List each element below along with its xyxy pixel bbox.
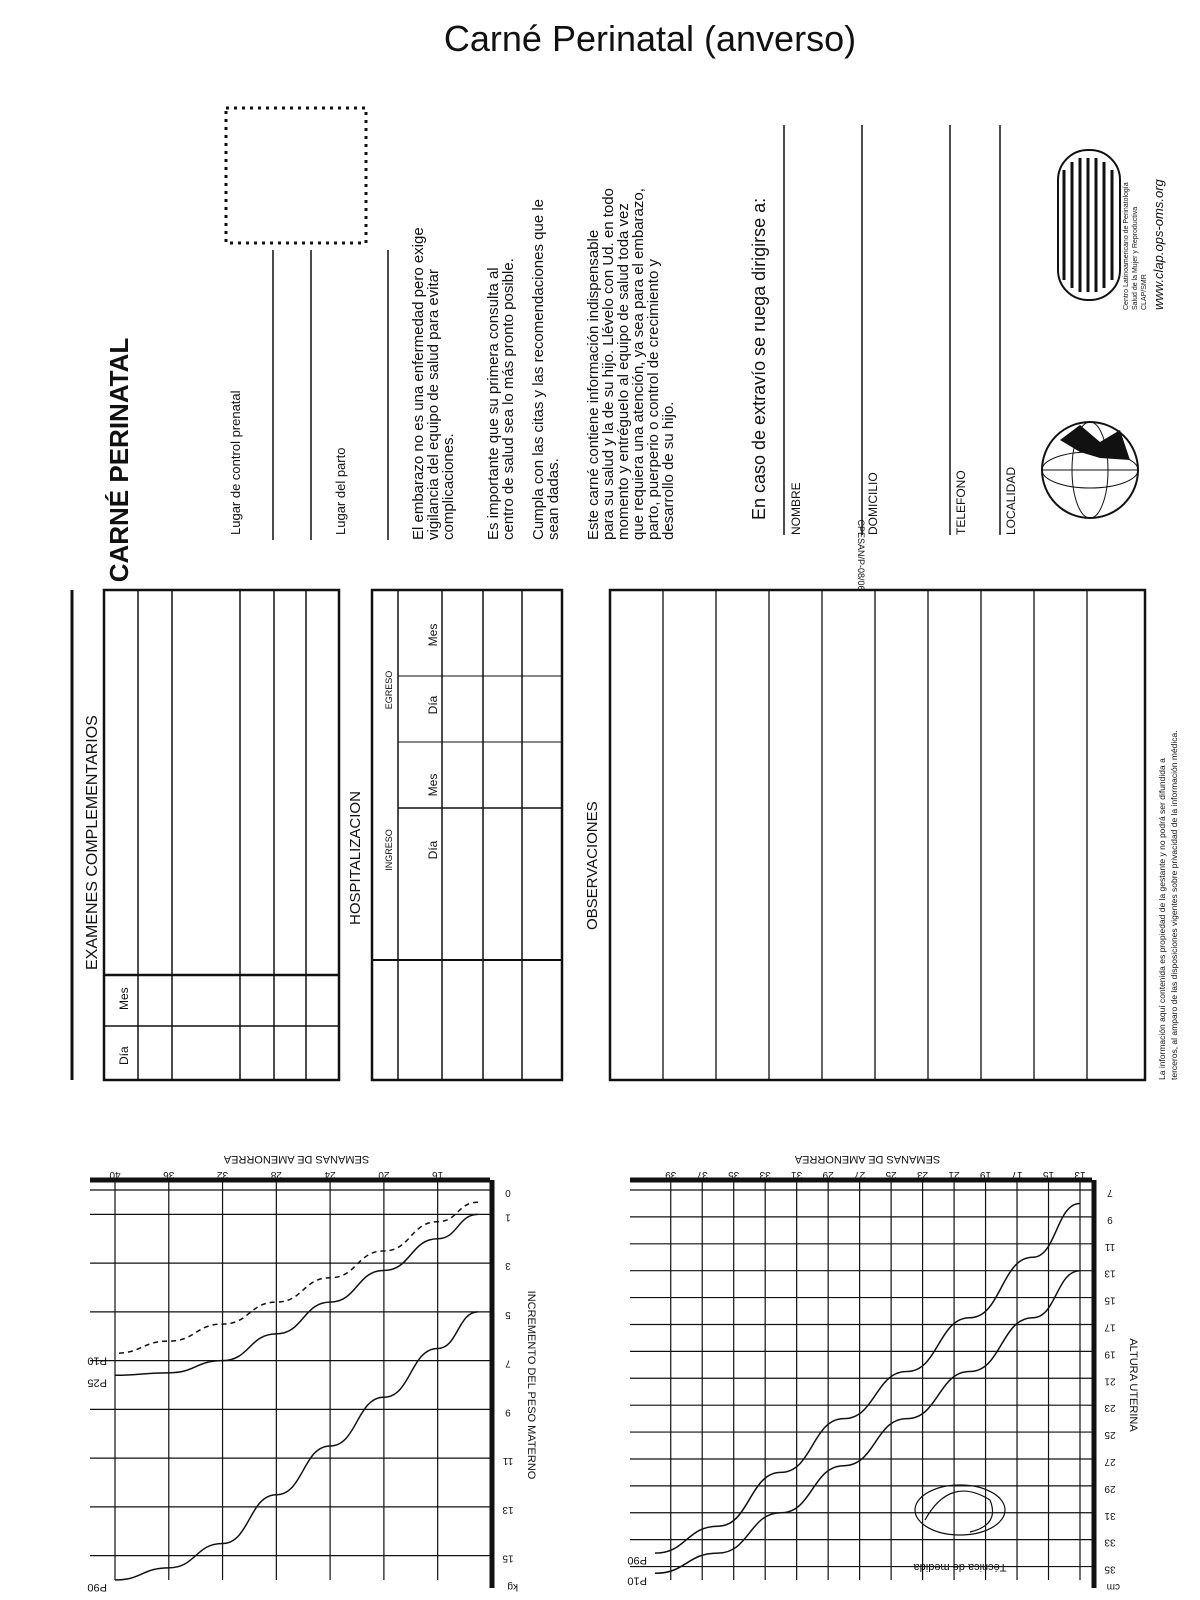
card-title: CARNÉ PERINATAL — [104, 337, 134, 583]
observaciones-table — [610, 590, 1145, 1080]
front-panel — [104, 108, 1166, 591]
svg-text:desarrollo de su hijo.: desarrollo de su hijo. — [660, 401, 677, 540]
y-tick-label: 3 — [505, 1260, 511, 1272]
svg-text:CLAP/SMR: CLAP/SMR — [1141, 274, 1148, 310]
y-unit-label: cm — [1106, 1581, 1120, 1592]
svg-text:terceros, al amparo de las dis: terceros, al amparo de las disposiciones vigentes sobre privacidad de la información médica. — [1169, 730, 1179, 1080]
privacy-disclaimer — [1157, 730, 1179, 1080]
info-paragraph-2 — [485, 258, 517, 540]
field-nombre: NOMBRE — [789, 482, 803, 535]
x-tick-label: 16 — [432, 1169, 444, 1180]
x-tick-label: 35 — [728, 1169, 740, 1180]
tecnica-label: Técnica de medida — [913, 1561, 1007, 1573]
x-tick-label: 40 — [109, 1169, 121, 1180]
ops-globe-logo — [1042, 422, 1138, 518]
series-label: P10 — [87, 1354, 107, 1367]
fetus-illustration — [925, 1491, 993, 1532]
y-tick-label: 11 — [1104, 1240, 1116, 1252]
x-tick-label: 37 — [696, 1169, 708, 1180]
svg-text:para su salud y la de su hijo.: para su salud y la de su hijo. Llévelo con Ud. en todo — [600, 188, 617, 540]
y-tick-label: 33 — [1104, 1536, 1116, 1548]
series-line-p10 — [655, 1271, 1080, 1574]
y-tick-label: 17 — [1104, 1321, 1116, 1333]
y-tick-label: 25 — [1104, 1429, 1116, 1441]
y-unit-label: kg — [507, 1581, 518, 1592]
perinatal-card — [0, 80, 1200, 1600]
page-title: Carné Perinatal (anverso) — [443, 18, 857, 59]
observaciones-title: OBSERVACIONES — [584, 801, 601, 930]
svg-text:vigilancia del equipo de salud: vigilancia del equipo de salud para evitar — [425, 268, 442, 540]
field-domicilio: DOMICILIO — [866, 472, 880, 535]
form-code: CPESAN/P-08/06 — [856, 519, 866, 591]
y-tick-label: 15 — [502, 1552, 514, 1564]
photo-box — [226, 108, 366, 243]
svg-text:El embarazo no es una enfermed: El embarazo no es una enfermedad pero exige — [410, 227, 427, 540]
examenes-dia: Día — [117, 1046, 131, 1065]
y-tick-label: 27 — [1104, 1455, 1116, 1467]
x-tick-label: 33 — [759, 1169, 771, 1180]
x-tick-label: 21 — [948, 1169, 960, 1180]
ingreso-mes: Mes — [426, 773, 440, 797]
y-tick-label: 1 — [505, 1211, 511, 1223]
y-tick-label: 29 — [1104, 1482, 1116, 1494]
field-telefono: TELEFONO — [954, 470, 968, 535]
x-tick-label: 19 — [979, 1169, 992, 1180]
y-tick-label: 5 — [505, 1308, 511, 1320]
x-tick-label: 15 — [1042, 1169, 1055, 1180]
lugar-control-label: Lugar de control prenatal — [228, 390, 243, 535]
svg-text:Salud de la Mujer y Reproducti: Salud de la Mujer y Reproductiva — [1132, 206, 1139, 310]
x-tick-label: 17 — [1011, 1169, 1023, 1180]
y-tick-label: 21 — [1104, 1375, 1116, 1387]
ingreso-dia: Día — [426, 840, 440, 860]
svg-text:complicaciones.: complicaciones. — [440, 433, 457, 540]
x-axis-title: SEMANAS DE AMENORREA — [223, 1153, 370, 1165]
egreso-mes: Mes — [426, 623, 440, 647]
series-label: P90 — [87, 1581, 107, 1593]
y-tick-label: 23 — [1104, 1402, 1116, 1414]
y-tick-label: 19 — [1104, 1348, 1116, 1360]
y-axis-title: ALTURA UTERINA — [1127, 1338, 1139, 1432]
y-tick-label: 31 — [1104, 1509, 1116, 1521]
svg-text:sean dadas.: sean dadas. — [545, 458, 562, 540]
x-tick-label: 13 — [1074, 1169, 1086, 1180]
egreso-label: EGRESO — [384, 670, 394, 710]
examenes-table — [104, 590, 339, 1080]
y-tick-label: 7 — [1107, 1187, 1113, 1198]
svg-text:parto, puerperio o control de: parto, puerperio o control de crecimiento y — [645, 259, 662, 540]
clap-text — [1123, 182, 1148, 310]
extravio-label: En caso de extravío se ruega dirigirse a: — [749, 197, 769, 520]
examenes-title: EXAMENES COMPLEMENTARIOS — [84, 715, 101, 970]
x-tick-label: 28 — [270, 1169, 282, 1180]
x-tick-label: 32 — [216, 1169, 229, 1180]
uterine-height-chart — [627, 1153, 1139, 1592]
y-tick-label: 13 — [1104, 1267, 1116, 1279]
clap-url: www.clap.ops-oms.org — [1151, 179, 1166, 310]
svg-text:Este carné contiene informació: Este carné contiene información indispensable — [585, 229, 602, 540]
egreso-dia: Día — [426, 695, 440, 715]
x-tick-label: 27 — [854, 1169, 866, 1180]
series-line-p90 — [115, 1312, 478, 1580]
belly-illustration — [915, 1485, 1005, 1535]
svg-text:Es importante que su primera c: Es importante que su primera consulta al — [485, 267, 502, 540]
series-label: P10 — [627, 1574, 647, 1587]
lugar-parto-label: Lugar del parto — [333, 447, 348, 535]
svg-text:centro de salud sea lo más pro: centro de salud sea lo más pronto posible. — [500, 258, 517, 540]
svg-text:que requiera una atención, ya: que requiera una atención, ya sea para el embarazo, — [630, 188, 647, 540]
hospitalizacion-title: HOSPITALIZACION — [347, 791, 364, 925]
clap-logo — [1058, 150, 1120, 300]
y-tick-label: 9 — [505, 1406, 511, 1418]
middle-panel — [72, 590, 1179, 1080]
x-tick-label: 24 — [324, 1169, 336, 1180]
y-tick-label: 15 — [1104, 1294, 1116, 1306]
y-tick-label: 13 — [502, 1503, 514, 1515]
x-tick-label: 20 — [378, 1169, 390, 1180]
svg-text:Cumpla con las citas y las rec: Cumpla con las citas y las recomendaciones que le — [530, 198, 547, 540]
series-label: P90 — [627, 1554, 647, 1567]
field-localidad: LOCALIDAD — [1004, 466, 1018, 535]
y-tick-label: 9 — [1107, 1213, 1113, 1225]
ingreso-label: INGRESO — [384, 829, 394, 871]
info-paragraph-3 — [530, 199, 562, 540]
info-paragraph-4 — [585, 188, 677, 540]
y-tick-label: 35 — [1104, 1563, 1116, 1575]
svg-text:Centro Latinoamericano de Peri: Centro Latinoamericano de Perinatología — [1123, 182, 1130, 310]
weight-gain-chart — [87, 1153, 537, 1593]
x-tick-label: 31 — [791, 1169, 803, 1180]
x-axis-title: SEMANAS DE AMENORREA — [794, 1153, 941, 1165]
y-tick-label: 11 — [502, 1455, 514, 1467]
x-tick-label: 25 — [885, 1169, 897, 1180]
x-tick-label: 23 — [917, 1169, 929, 1180]
x-tick-label: 29 — [822, 1169, 834, 1180]
hospitalizacion-table — [372, 590, 562, 1080]
x-tick-label: 36 — [163, 1169, 175, 1180]
x-tick-label: 39 — [665, 1169, 677, 1180]
examenes-mes: Mes — [117, 987, 131, 1010]
svg-text:La información aquí contenida: La información aquí contenida es propiedad de la gestante y no podrá ser difundida a — [1157, 758, 1167, 1080]
info-paragraph-1 — [410, 227, 457, 540]
y-tick-label: 7 — [505, 1357, 511, 1369]
series-line-p10 — [115, 1202, 478, 1353]
series-label: P25 — [87, 1376, 107, 1389]
y-axis-title: INCREMENTO DEL PESO MATERNO — [525, 1290, 537, 1480]
svg-text:momento y entrégueIo al equipo: momento y entrégueIo al equipo de salud toda vez — [615, 203, 632, 540]
y-tick-label: 0 — [505, 1187, 511, 1198]
